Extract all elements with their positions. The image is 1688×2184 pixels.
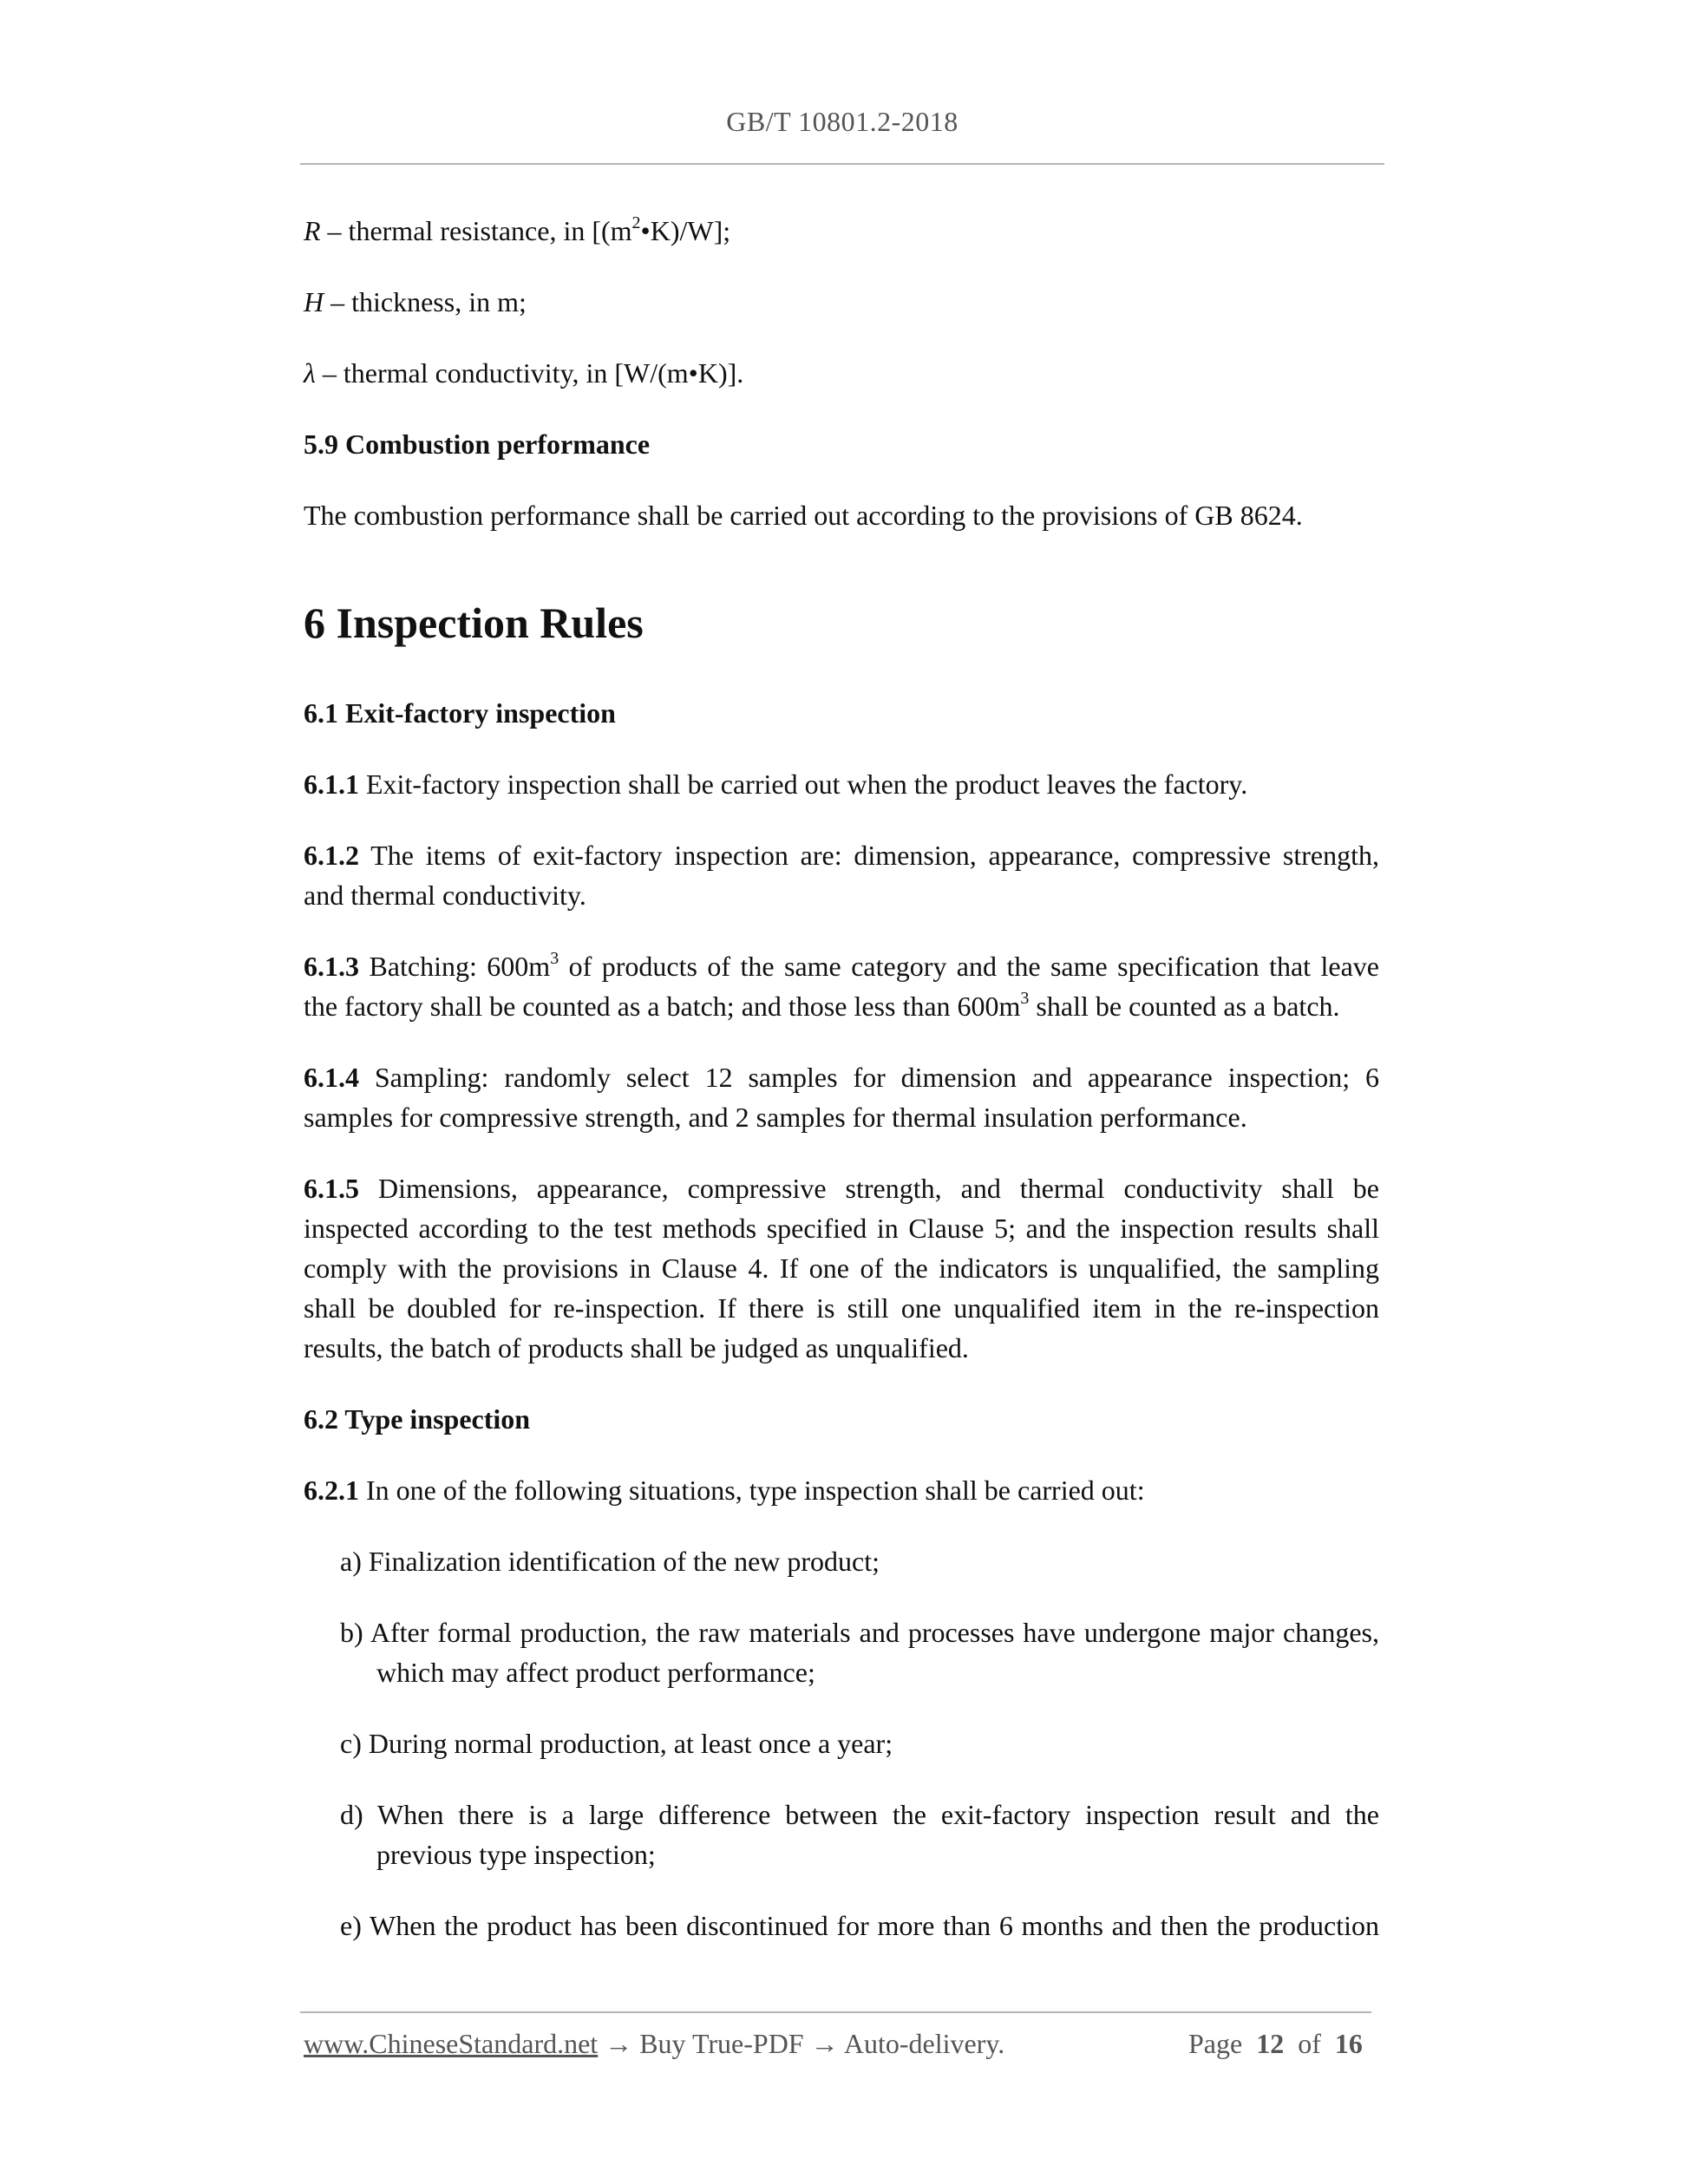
section-5-9-heading: 5.9 Combustion performance: [304, 428, 651, 460]
document-header-title: GB/T 10801.2-2018: [726, 106, 958, 137]
section-6-2-heading: 6.2 Type inspection: [304, 1403, 531, 1435]
list-item-e: e) When the product has been discontinued for more than 6 months and then the production: [340, 1910, 1379, 1941]
header-divider: [300, 163, 1384, 165]
symbol-r: R: [304, 215, 321, 246]
clause-6-1-4-line2: samples for compressive strength, and 2 samples for thermal insulation performance.: [304, 1102, 1247, 1133]
clause-6-1-3-line1: 6.1.3 Batching: $600m^3$ of products of the same category and the same specification that leave: [304, 949, 1380, 982]
list-item-d-line2: previous type inspection;: [376, 1839, 656, 1870]
footer-promo-text: → Buy True-PDF → Auto-delivery.: [598, 2028, 1005, 2059]
clause-6-1-3-line2: the factory shall be counted as a batch; and those less than $600m^3$ shall be counted as a batch.: [304, 989, 1340, 1022]
total-page-count: 16: [1334, 2028, 1363, 2059]
clause-6-1-1: 6.1.1 Exit-factory inspection shall be carried out when the product leaves the factory.: [304, 768, 1248, 800]
symbol-h: H: [304, 286, 324, 317]
footer-promo: [304, 2028, 1004, 2060]
clause-6-1-5-line4: shall be doubled for re-inspection. If there is still one unqualified item in the re-inspection: [304, 1292, 1379, 1324]
symbol-lambda: λ: [304, 357, 316, 389]
definition-lambda: λ – thermal conductivity, in [W/(m•K)].: [304, 357, 744, 389]
clause-6-1-2-line2: and thermal conductivity.: [304, 879, 586, 911]
definition-h: H – thickness, in m;: [304, 286, 527, 317]
list-item-a: a) Finalization identification of the new product;: [340, 1546, 880, 1577]
list-item-b-line2: which may affect product performance;: [376, 1657, 815, 1688]
chinese-standard-link[interactable]: www.ChineseStandard.net: [304, 2028, 599, 2059]
list-item-b-line1: b) After formal production, the raw materials and processes have undergone major changes,: [340, 1617, 1379, 1648]
clause-6-1-5-line2: inspected according to the test methods specified in Clause 5; and the inspection results shall: [304, 1213, 1379, 1244]
clause-6-1-2-line1: 6.1.2 The items of exit-factory inspection are: dimension, appearance, compressive strength,: [304, 840, 1379, 871]
definition-r: R – thermal resistance, in $[(m^2•K)/W]$;: [304, 213, 731, 246]
current-page-number: 12: [1256, 2028, 1285, 2059]
chapter-6-heading: 6 Inspection Rules: [304, 598, 644, 647]
section-5-9-text: The combustion performance shall be carried out according to the provisions of GB 8624.: [304, 500, 1303, 531]
footer-divider: [300, 2011, 1371, 2013]
clause-6-1-5-line3: comply with the provisions in Clause 4. If one of the indicators is unqualified, the sampling: [304, 1252, 1379, 1284]
list-item-d-line1: d) When there is a large difference between the exit-factory inspection result and the: [340, 1799, 1379, 1830]
page-indicator: Page 12 of 16: [1188, 2028, 1363, 2059]
clause-6-1-5-line1: 6.1.5 Dimensions, appearance, compressive strength, and thermal conductivity shall be: [304, 1173, 1379, 1204]
list-item-c: c) During normal production, at least once a year;: [340, 1728, 893, 1759]
clause-6-2-1: 6.2.1 In one of the following situations, type inspection shall be carried out:: [304, 1475, 1145, 1506]
section-6-1-heading: 6.1 Exit-factory inspection: [304, 697, 616, 729]
clause-6-1-5-line5: results, the batch of products shall be judged as unqualified.: [304, 1332, 969, 1363]
clause-6-1-4-line1: 6.1.4 Sampling: randomly select 12 samples for dimension and appearance inspection; 6: [304, 1062, 1379, 1093]
